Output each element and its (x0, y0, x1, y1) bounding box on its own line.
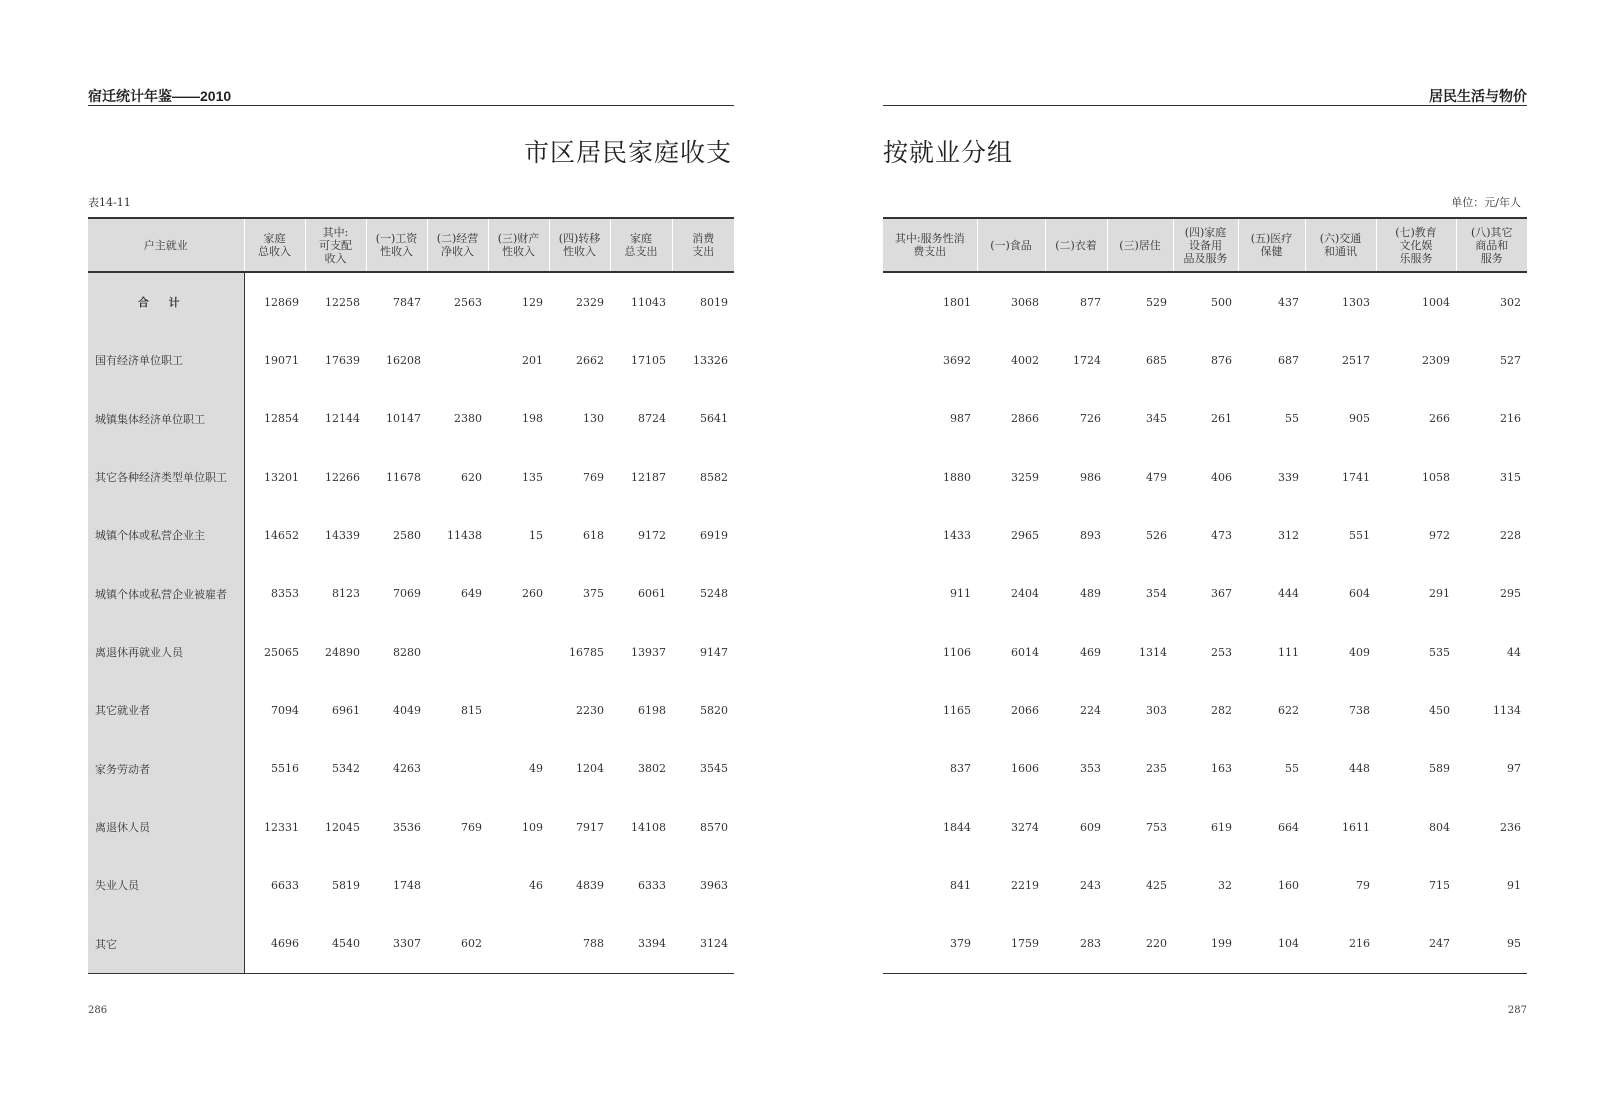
table-cell: 2866 (1011, 412, 1039, 426)
table-cell: 13937 (631, 645, 666, 659)
table-cell: 3963 (700, 878, 728, 892)
table-cell: 620 (461, 470, 482, 484)
table-cell: 295 (1500, 587, 1521, 601)
table-cell: 17639 (325, 353, 360, 367)
table-cell: 375 (583, 587, 604, 601)
table-cell: 235 (1146, 762, 1167, 776)
row-label: 其它各种经济类型单位职工 (88, 448, 244, 506)
table-cell: 260 (522, 587, 543, 601)
table-cell: 9172 (638, 528, 666, 542)
table-cell: 339 (1278, 470, 1299, 484)
table-cell: 437 (1278, 295, 1299, 309)
table-cell: 236 (1500, 820, 1521, 834)
table-cell: 6633 (271, 878, 299, 892)
table-cell: 303 (1146, 703, 1167, 717)
row-label: 其它就业者 (88, 681, 244, 739)
table-cell: 619 (1211, 820, 1232, 834)
table-cell: 1165 (943, 703, 971, 717)
table-cell: 44 (1507, 645, 1521, 659)
table-cell: 49 (529, 762, 543, 776)
table-cell: 91 (1507, 878, 1521, 892)
table-cell: 379 (883, 915, 977, 974)
left-header-8: 消费 支出 (672, 218, 734, 272)
table-row (88, 915, 734, 974)
table-cell (488, 681, 549, 739)
table-row (883, 565, 1527, 623)
table-cell: 4049 (393, 703, 421, 717)
right-header-0: 其中:服务性消 费支出 (883, 218, 977, 272)
table-row (88, 798, 734, 856)
right-header-3: (三)居住 (1107, 218, 1173, 272)
table-cell: 4839 (576, 878, 604, 892)
left-header-4: (二)经营 净收入 (427, 218, 488, 272)
row-label: 国有经济单位职工 (88, 331, 244, 389)
table-cell: 12045 (325, 820, 360, 834)
left-page-title: 市区居民家庭收支 (523, 138, 732, 167)
table-cell: 1303 (1342, 295, 1370, 309)
row-label: 城镇个体或私营企业被雇者 (88, 565, 244, 623)
table-cell: 3068 (1011, 295, 1039, 309)
table-cell: 220 (1107, 915, 1173, 974)
table-row (883, 506, 1527, 564)
table-cell: 911 (950, 587, 971, 601)
left-header-0: 户主就业 (88, 218, 244, 272)
right-page-number: 287 (1507, 1005, 1527, 1016)
table-cell: 1741 (1342, 470, 1370, 484)
table-cell: 261 (1211, 412, 1232, 426)
right-header-6: (六)交通 和通讯 (1305, 218, 1376, 272)
table-cell: 6961 (332, 703, 360, 717)
table-row (88, 565, 734, 623)
table-cell: 109 (522, 820, 543, 834)
table-cell: 13201 (264, 470, 299, 484)
table-row (883, 331, 1527, 389)
table-cell: 5516 (271, 762, 299, 776)
table-cell: 406 (1211, 470, 1232, 484)
table-cell: 609 (1080, 820, 1101, 834)
table-cell: 315 (1500, 470, 1521, 484)
table-cell: 55 (1285, 762, 1299, 776)
table-cell: 425 (1146, 878, 1167, 892)
table-cell: 589 (1429, 762, 1450, 776)
table-cell: 618 (583, 528, 604, 542)
table-cell: 529 (1146, 295, 1167, 309)
table-cell: 2965 (1011, 528, 1039, 542)
table-cell: 5819 (332, 878, 360, 892)
left-header-6: (四)转移 性收入 (549, 218, 610, 272)
table-cell: 972 (1429, 528, 1450, 542)
table-cell: 444 (1278, 587, 1299, 601)
left-header-2: 其中: 可支配 收入 (305, 218, 366, 272)
table-row (883, 623, 1527, 681)
table-cell: 602 (427, 915, 488, 974)
table-cell: 1611 (1342, 820, 1370, 834)
table-cell: 11678 (386, 470, 421, 484)
table-cell: 2219 (1011, 878, 1039, 892)
table-cell: 3307 (366, 915, 427, 974)
table-cell: 13326 (693, 353, 728, 367)
table-cell: 16785 (569, 645, 604, 659)
table-cell: 1759 (977, 915, 1045, 974)
table-cell: 1204 (576, 762, 604, 776)
table-row (883, 448, 1527, 506)
unit-label: 单位：元/年人 (1451, 196, 1521, 209)
table-cell: 130 (583, 412, 604, 426)
table-cell: 12187 (631, 470, 666, 484)
table-cell: 135 (522, 470, 543, 484)
table-cell: 14108 (631, 820, 666, 834)
right-data-table (883, 217, 1527, 974)
table-cell: 2580 (393, 528, 421, 542)
table-cell: 11043 (631, 295, 666, 309)
table-cell: 7094 (271, 703, 299, 717)
table-cell: 3802 (638, 762, 666, 776)
table-cell: 7847 (393, 295, 421, 309)
table-cell: 526 (1146, 528, 1167, 542)
table-cell: 1844 (943, 820, 971, 834)
table-cell: 4002 (1011, 353, 1039, 367)
table-row (883, 272, 1527, 331)
right-header-rule (883, 105, 1527, 106)
table-cell: 2309 (1422, 353, 1450, 367)
row-label: 城镇集体经济单位职工 (88, 390, 244, 448)
table-cell: 841 (950, 878, 971, 892)
table-cell: 283 (1045, 915, 1107, 974)
left-header-1: 家庭 总收入 (244, 218, 305, 272)
left-page-number: 286 (88, 1005, 108, 1016)
table-cell: 3536 (393, 820, 421, 834)
table-cell: 9147 (700, 645, 728, 659)
table-cell: 1724 (1073, 353, 1101, 367)
table-cell: 32 (1218, 878, 1232, 892)
table-cell: 450 (1429, 703, 1450, 717)
table-row (88, 681, 734, 739)
table-cell: 448 (1349, 762, 1370, 776)
table-row (883, 740, 1527, 798)
table-row (883, 915, 1527, 974)
table-cell: 664 (1278, 820, 1299, 834)
table-cell: 11438 (447, 528, 482, 542)
table-cell (427, 623, 488, 681)
table-cell: 228 (1500, 528, 1521, 542)
table-cell: 8019 (700, 295, 728, 309)
right-header-7: (七)教育 文化娱 乐服务 (1376, 218, 1456, 272)
table-cell: 12266 (325, 470, 360, 484)
table-cell: 6333 (638, 878, 666, 892)
table-cell: 199 (1173, 915, 1238, 974)
table-cell: 1106 (943, 645, 971, 659)
table-cell: 1314 (1139, 645, 1167, 659)
table-cell (427, 331, 488, 389)
table-row (88, 272, 734, 331)
table-cell: 905 (1349, 412, 1370, 426)
table-cell: 312 (1278, 528, 1299, 542)
right-header-5: (五)医疗 保健 (1238, 218, 1305, 272)
table-cell: 685 (1146, 353, 1167, 367)
table-cell: 876 (1211, 353, 1232, 367)
right-header-2: (二)衣着 (1045, 218, 1107, 272)
table-cell: 837 (950, 762, 971, 776)
table-row (883, 390, 1527, 448)
table-cell: 12869 (264, 295, 299, 309)
table-cell: 6061 (638, 587, 666, 601)
table-cell: 769 (583, 470, 604, 484)
table-row (88, 623, 734, 681)
table-cell: 1880 (943, 470, 971, 484)
table-cell: 1433 (943, 528, 971, 542)
table-cell: 163 (1211, 762, 1232, 776)
table-cell: 111 (1278, 645, 1299, 659)
table-row (88, 331, 734, 389)
table-cell: 2517 (1342, 353, 1370, 367)
table-cell: 282 (1211, 703, 1232, 717)
table-cell: 1606 (1011, 762, 1039, 776)
table-cell: 104 (1238, 915, 1305, 974)
table-cell: 4263 (393, 762, 421, 776)
table-cell: 489 (1080, 587, 1101, 601)
table-cell: 986 (1080, 470, 1101, 484)
table-cell: 1134 (1493, 703, 1521, 717)
table-cell: 198 (522, 412, 543, 426)
table-cell: 479 (1146, 470, 1167, 484)
table-cell: 3394 (610, 915, 672, 974)
table-cell: 2563 (454, 295, 482, 309)
row-label: 城镇个体或私营企业主 (88, 506, 244, 564)
row-label: 家务劳动者 (88, 740, 244, 798)
table-cell: 97 (1507, 762, 1521, 776)
table-cell: 469 (1080, 645, 1101, 659)
left-header-3: (一)工资 性收入 (366, 218, 427, 272)
table-cell: 4540 (305, 915, 366, 974)
table-cell: 8280 (393, 645, 421, 659)
table-cell: 12258 (325, 295, 360, 309)
table-cell: 622 (1278, 703, 1299, 717)
table-id: 表14-11 (88, 196, 131, 209)
right-header-8: (八)其它 商品和 服务 (1456, 218, 1527, 272)
table-cell: 46 (529, 878, 543, 892)
table-cell: 8582 (700, 470, 728, 484)
table-cell: 5641 (700, 412, 728, 426)
table-cell: 302 (1500, 295, 1521, 309)
table-cell: 2380 (454, 412, 482, 426)
table-cell: 25065 (264, 645, 299, 659)
row-label: 离退休人员 (88, 798, 244, 856)
table-cell: 12854 (264, 412, 299, 426)
table-cell: 15 (529, 528, 543, 542)
table-cell: 788 (549, 915, 610, 974)
table-row (88, 506, 734, 564)
table-cell: 2230 (576, 703, 604, 717)
row-label: 失业人员 (88, 856, 244, 914)
table-row (88, 448, 734, 506)
table-row (88, 856, 734, 914)
table-cell (427, 856, 488, 914)
table-cell: 129 (522, 295, 543, 309)
left-data-table (88, 217, 734, 974)
table-cell: 687 (1278, 353, 1299, 367)
table-cell: 877 (1080, 295, 1101, 309)
table-cell: 224 (1080, 703, 1101, 717)
table-cell: 14652 (264, 528, 299, 542)
table-cell: 266 (1429, 412, 1450, 426)
table-row (883, 798, 1527, 856)
table-cell: 160 (1278, 878, 1299, 892)
table-cell: 8724 (638, 412, 666, 426)
table-cell (488, 623, 549, 681)
table-cell: 16208 (386, 353, 421, 367)
right-header-4: (四)家庭 设备用 品及服务 (1173, 218, 1238, 272)
table-cell: 649 (461, 587, 482, 601)
table-cell: 1058 (1422, 470, 1450, 484)
table-cell: 353 (1080, 762, 1101, 776)
table-cell: 1748 (393, 878, 421, 892)
table-cell: 1801 (943, 295, 971, 309)
table-cell: 726 (1080, 412, 1101, 426)
table-cell: 7917 (576, 820, 604, 834)
table-cell: 3274 (1011, 820, 1039, 834)
table-cell: 409 (1349, 645, 1370, 659)
table-cell: 753 (1146, 820, 1167, 834)
table-cell: 715 (1429, 878, 1450, 892)
table-row (88, 740, 734, 798)
table-cell: 5248 (700, 587, 728, 601)
table-cell: 55 (1285, 412, 1299, 426)
table-cell: 8570 (700, 820, 728, 834)
table-cell: 473 (1211, 528, 1232, 542)
table-cell: 551 (1349, 528, 1370, 542)
table-cell: 8123 (332, 587, 360, 601)
table-cell (427, 740, 488, 798)
table-cell: 2329 (576, 295, 604, 309)
table-row (883, 856, 1527, 914)
table-cell: 12331 (264, 820, 299, 834)
table-cell: 527 (1500, 353, 1521, 367)
table-cell: 19071 (264, 353, 299, 367)
table-cell: 6919 (700, 528, 728, 542)
table-cell: 3692 (943, 353, 971, 367)
table-cell: 738 (1349, 703, 1370, 717)
table-cell: 216 (1305, 915, 1376, 974)
table-cell: 216 (1500, 412, 1521, 426)
table-cell: 3259 (1011, 470, 1039, 484)
table-row (883, 681, 1527, 739)
table-cell: 5820 (700, 703, 728, 717)
left-header-7: 家庭 总支出 (610, 218, 672, 272)
table-cell: 2066 (1011, 703, 1039, 717)
left-header-rule (88, 105, 734, 106)
table-cell: 2404 (1011, 587, 1039, 601)
row-label: 其它 (88, 915, 244, 974)
right-page-title: 按就业分组 (883, 138, 1014, 167)
table-cell: 535 (1429, 645, 1450, 659)
table-cell: 4696 (244, 915, 305, 974)
table-cell: 6014 (1011, 645, 1039, 659)
table-cell: 345 (1146, 412, 1167, 426)
table-cell: 243 (1080, 878, 1101, 892)
left-header-5: (三)财产 性收入 (488, 218, 549, 272)
table-cell: 10147 (386, 412, 421, 426)
table-cell: 17105 (631, 353, 666, 367)
table-cell (488, 915, 549, 974)
table-cell: 815 (461, 703, 482, 717)
table-cell: 893 (1080, 528, 1101, 542)
table-cell: 291 (1429, 587, 1450, 601)
table-cell: 24890 (325, 645, 360, 659)
right-running-head: 居民生活与物价 (1429, 88, 1527, 104)
table-cell: 3124 (672, 915, 734, 974)
table-cell: 6198 (638, 703, 666, 717)
table-cell: 2662 (576, 353, 604, 367)
table-cell: 12144 (325, 412, 360, 426)
table-cell: 804 (1429, 820, 1450, 834)
table-cell: 3545 (700, 762, 728, 776)
table-cell: 247 (1376, 915, 1456, 974)
table-cell: 8353 (271, 587, 299, 601)
table-cell: 769 (461, 820, 482, 834)
row-label: 合 计 (88, 272, 244, 331)
table-cell: 201 (522, 353, 543, 367)
table-cell: 5342 (332, 762, 360, 776)
table-cell: 253 (1211, 645, 1232, 659)
table-row (88, 390, 734, 448)
table-cell: 604 (1349, 587, 1370, 601)
right-header-1: (一)食品 (977, 218, 1045, 272)
table-cell: 354 (1146, 587, 1167, 601)
left-running-head: 宿迁统计年鉴——2010 (88, 88, 232, 104)
table-cell: 79 (1356, 878, 1370, 892)
table-cell: 1004 (1422, 295, 1450, 309)
row-label: 离退休再就业人员 (88, 623, 244, 681)
table-cell: 95 (1456, 915, 1527, 974)
table-cell: 14339 (325, 528, 360, 542)
table-cell: 500 (1211, 295, 1232, 309)
table-cell: 367 (1211, 587, 1232, 601)
table-cell: 7069 (393, 587, 421, 601)
table-cell: 987 (950, 412, 971, 426)
